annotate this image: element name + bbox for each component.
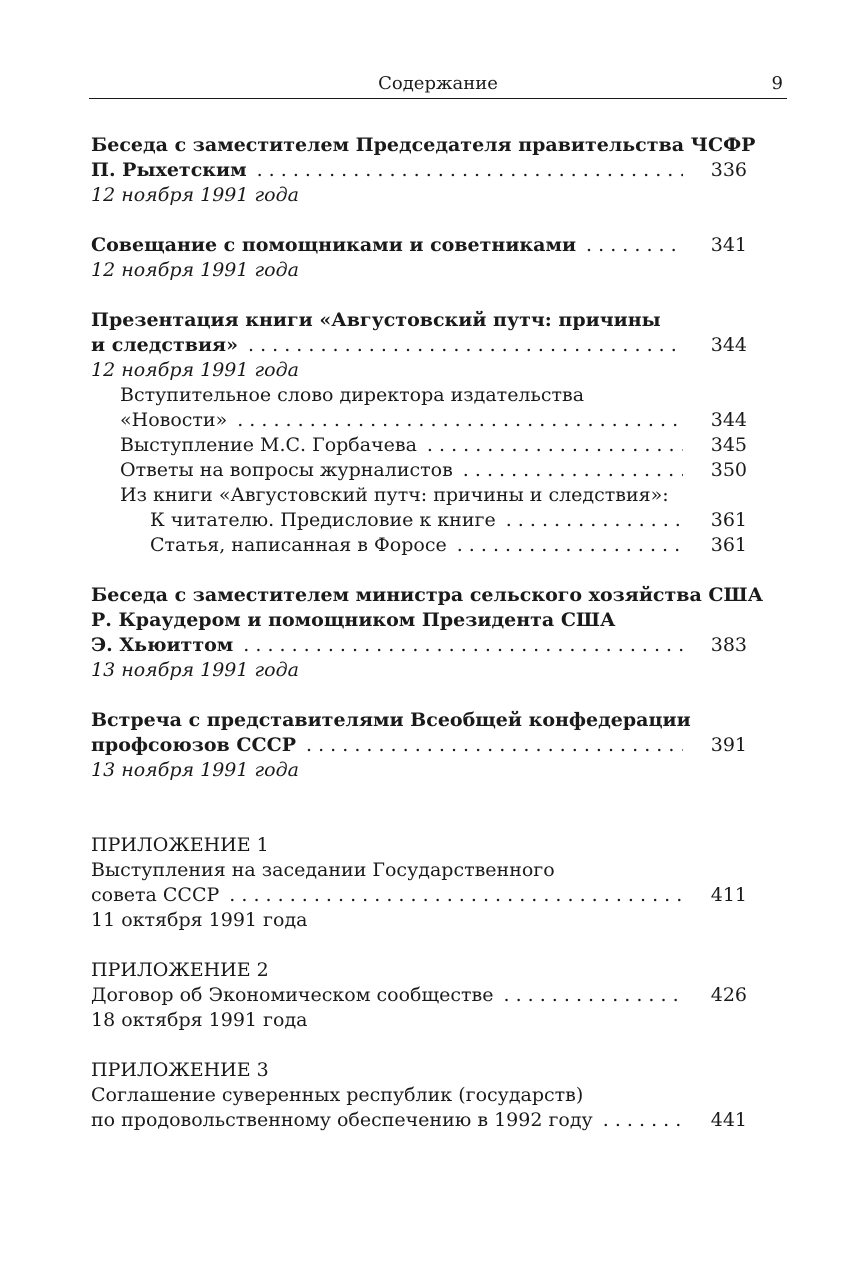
- entry-title: Р. Краудером и помощником Президента США: [91, 609, 616, 631]
- table-of-contents: [91, 133, 764, 1133]
- entry-title-line: [91, 708, 747, 733]
- appendix-heading-text: ПРИЛОЖЕНИЕ 2: [91, 959, 269, 981]
- entry-date-text: 12 ноября 1991 года: [91, 359, 299, 381]
- entry-title-line: [91, 583, 764, 608]
- entry-date: [91, 358, 747, 383]
- appendix-title: совета СССР: [91, 884, 220, 906]
- subentry-title: Статья, написанная в Форосе: [150, 534, 447, 556]
- entry-title: Встреча с представителями Всеобщей конфедерации: [91, 709, 691, 731]
- appendix-date-text: 18 октября 1991 года: [91, 1009, 308, 1031]
- appendix-date: [91, 908, 747, 933]
- subentry-title: Ответы на вопросы журналистов: [120, 459, 453, 481]
- subentry-title: Выступление М.С. Горбачева: [120, 434, 417, 456]
- entry-date: [91, 183, 747, 208]
- entry-date-text: 12 ноября 1991 года: [91, 184, 299, 206]
- appendix-title-line: [91, 1083, 747, 1108]
- appendix-title: Договор об Экономическом сообществе: [91, 984, 494, 1006]
- running-title: Содержание: [378, 73, 498, 94]
- dot-leader: [586, 233, 683, 258]
- entry-title-line: [91, 233, 747, 258]
- entry-title: Совещание с помощниками и советниками: [91, 234, 577, 256]
- subentry-line: [91, 383, 747, 408]
- dot-leader: [427, 433, 683, 458]
- entry-date-text: 13 ноября 1991 года: [91, 759, 299, 781]
- subentry-title: Вступительное слово директора издательства: [120, 384, 585, 406]
- dot-leader: [503, 983, 683, 1008]
- subentry-title: Из книги «Августовский путч: причины и следствия»:: [120, 484, 669, 506]
- entry-title-line: [91, 733, 747, 758]
- entry-title-line: [91, 608, 747, 633]
- appendix-entry: [91, 1058, 747, 1133]
- subentry-title: «Новости»: [120, 409, 228, 431]
- subentry-line: [91, 533, 747, 558]
- subentry-page: 350: [710, 459, 747, 481]
- appendix-heading-text: ПРИЛОЖЕНИЕ 3: [91, 1059, 269, 1081]
- entry-title: профсоюзов СССР: [91, 734, 296, 756]
- appendix-entry: [91, 833, 747, 933]
- dot-leader: [457, 533, 683, 558]
- entry-title-line: [91, 308, 747, 333]
- entry-date: [91, 658, 747, 683]
- subentry-page: 361: [710, 509, 747, 531]
- entry-page: 344: [710, 334, 747, 356]
- appendix-title: Соглашение суверенных республик (государств): [91, 1084, 584, 1106]
- entry-page: 341: [710, 234, 747, 256]
- appendix-title-line: [91, 883, 747, 908]
- subentry-line: [91, 508, 747, 533]
- subentry-line: [91, 483, 747, 508]
- dot-leader: [243, 633, 683, 658]
- entry-title: Беседа с заместителем Председателя правительства ЧСФР: [91, 134, 756, 156]
- dot-leader: [257, 158, 683, 183]
- toc-entry: [91, 133, 756, 208]
- entry-date-text: 12 ноября 1991 года: [91, 259, 299, 281]
- entry-date: [91, 258, 747, 283]
- subentry-page: 344: [710, 409, 747, 431]
- appendix-title-line: [91, 858, 747, 883]
- appendix-page: 441: [710, 1109, 747, 1131]
- entry-title: Презентация книги «Августовский путч: причины: [91, 309, 661, 331]
- entry-date: [91, 758, 747, 783]
- appendix-heading: [91, 833, 747, 858]
- entry-title-line: [91, 633, 747, 658]
- entry-page: 336: [710, 159, 747, 181]
- appendix-heading: [91, 958, 747, 983]
- subentry-line: [91, 408, 747, 433]
- dot-leader: [306, 733, 683, 758]
- entry-title-line: [91, 133, 756, 158]
- appendix-title: Выступления на заседании Государственного: [91, 859, 555, 881]
- page-number: 9: [771, 73, 783, 94]
- toc-entry: [91, 233, 747, 283]
- dot-leader: [248, 333, 683, 358]
- entry-title-line: [91, 333, 747, 358]
- appendix-heading: [91, 1058, 747, 1083]
- appendix-entry: [91, 958, 747, 1033]
- toc-entry: [91, 583, 764, 683]
- dot-leader: [237, 408, 683, 433]
- entry-title: П. Рыхетским: [91, 159, 247, 181]
- appendix-title-line: [91, 983, 747, 1008]
- entry-title-line: [91, 158, 747, 183]
- entry-title: Беседа с заместителем министра сельского хозяйства США: [91, 584, 764, 606]
- dot-leader: [506, 508, 683, 533]
- appendix-title: по продовольственному обеспечению в 1992 году: [91, 1109, 593, 1131]
- dot-leader: [603, 1108, 683, 1133]
- entry-page: 383: [710, 634, 747, 656]
- appendix-page: 426: [710, 984, 747, 1006]
- subentry-page: 361: [710, 534, 747, 556]
- running-header: [89, 72, 787, 99]
- entry-title: Э. Хьюиттом: [91, 634, 234, 656]
- appendix-page: 411: [710, 884, 747, 906]
- appendix-title-line: [91, 1108, 747, 1133]
- entry-page: 391: [710, 734, 747, 756]
- subentry-page: 345: [710, 434, 747, 456]
- entry-date-text: 13 ноября 1991 года: [91, 659, 299, 681]
- dot-leader: [229, 883, 683, 908]
- appendix-date-text: 11 октября 1991 года: [91, 909, 308, 931]
- entry-title: и следствия»: [91, 334, 238, 356]
- subentry-line: [91, 458, 747, 483]
- subentry-line: [91, 433, 747, 458]
- toc-entry: [91, 708, 747, 783]
- toc-entry: [91, 308, 747, 558]
- appendix-date: [91, 1008, 747, 1033]
- subentry-title: К читателю. Предисловие к книге: [150, 509, 496, 531]
- dot-leader: [463, 458, 683, 483]
- appendix-heading-text: ПРИЛОЖЕНИЕ 1: [91, 834, 269, 856]
